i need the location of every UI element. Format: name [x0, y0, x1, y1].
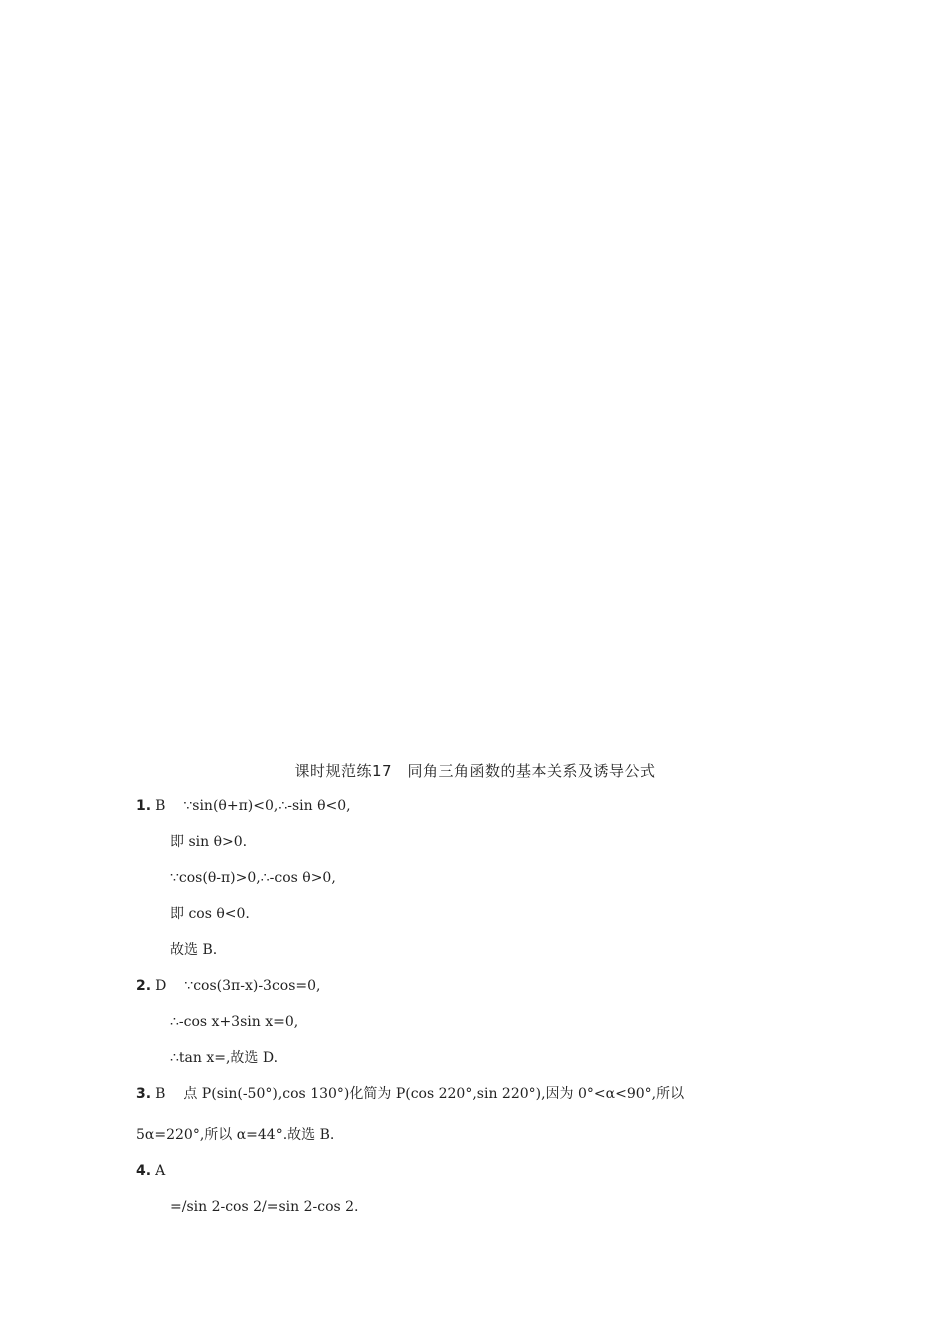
solution-line: 故选 B.: [170, 942, 218, 958]
question-number: 3.: [136, 1086, 152, 1102]
solution-line: =/sin 2-cos 2/=sin 2-cos 2.: [170, 1199, 359, 1215]
solution-text: ∵cos(3π-x)-3cos=0,: [184, 978, 321, 994]
answer-1-line: [136, 797, 351, 815]
answer-choice: A: [155, 1163, 166, 1179]
answer-choice: B: [155, 1086, 166, 1102]
answer-3-line: [136, 1085, 684, 1103]
solution-line: 5α=220°,所以 α=44°.故选 B.: [136, 1127, 335, 1143]
question-number: 2.: [136, 978, 152, 994]
answer-choice: D: [155, 978, 167, 994]
solution-line: ∴tan x=,故选 D.: [170, 1050, 279, 1066]
answer-2-line: [136, 977, 321, 995]
solution-line: 即 sin θ>0.: [170, 834, 248, 850]
question-number: 1.: [136, 798, 152, 814]
page-title: 课时规范练17 同角三角函数的基本关系及诱导公式: [294, 762, 656, 780]
answer-4-line: [136, 1162, 183, 1180]
question-number: 4.: [136, 1163, 152, 1179]
solution-line: ∴-cos x+3sin x=0,: [170, 1014, 299, 1030]
solution-text: 点 P(sin(-50°),cos 130°)化简为 P(cos 220°,sin 220°),因为 0°<α<90°,所以: [183, 1086, 685, 1102]
solution-text: ∵sin(θ+π)<0,∴-sin θ<0,: [183, 798, 351, 814]
solution-line: ∵cos(θ-π)>0,∴-cos θ>0,: [170, 870, 336, 886]
solution-line: 即 cos θ<0.: [170, 906, 250, 922]
answer-choice: B: [155, 798, 166, 814]
